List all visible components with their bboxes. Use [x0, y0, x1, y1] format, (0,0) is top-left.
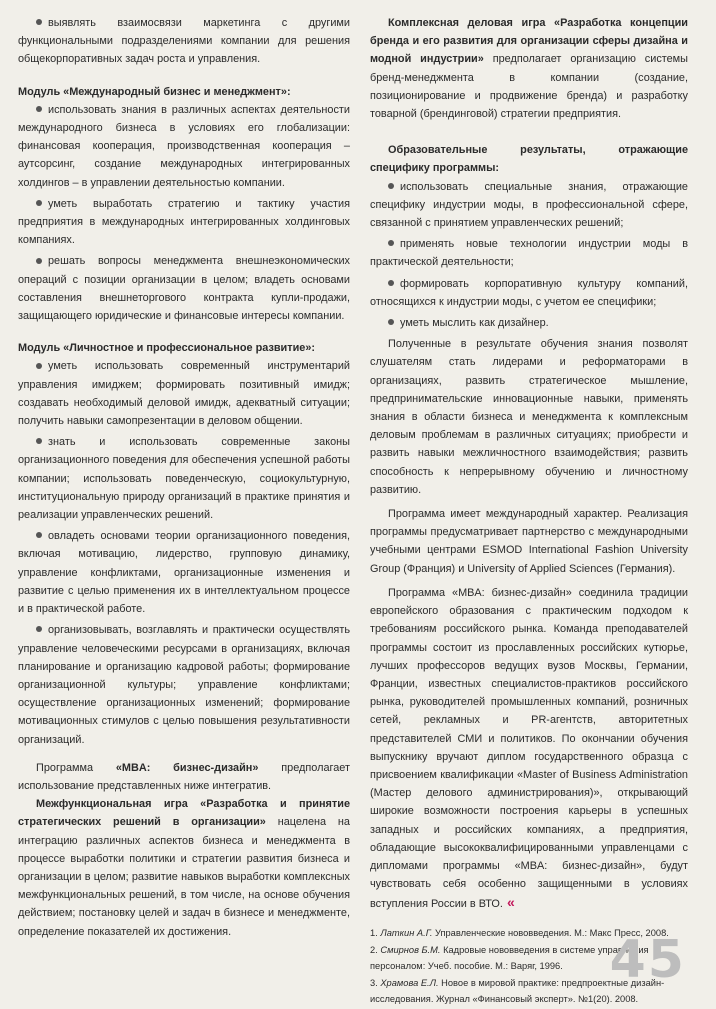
game2-paragraph: Комплексная деловая игра «Разработка концепции бренда и его развития для организации сферы дизайна и модной индустрии» предполагает организацию системы бренд-менеджмента в компании (создание, позиционирование и продвижение бренда) и разработку товарной (брендинговой) стратегии предприятия.: [370, 17, 688, 121]
bullet-icon: [388, 319, 394, 325]
list-item: уметь мыслить как дизайнер.: [370, 314, 688, 332]
intro-bullet-list: [18, 14, 350, 69]
bullet-icon: [36, 626, 42, 632]
end-mark-icon: «: [506, 894, 515, 911]
list-item: формировать корпоративную культуру компаний, относящихся к индустрии моды, с учетом ее специфики;: [370, 277, 688, 308]
list-item: решать вопросы менеджмента внешнеэкономических операций с позиции организации в целом; владеть основами составления внешнеторгового контракта купли-продажи, защищающего юридические и финансовые интересы компании.: [18, 255, 350, 323]
list-item: использовать специальные знания, отражающие специфику индустрии моды, в профессиональной сфере, связанной с принятием управленческих решений;: [370, 180, 688, 230]
bullet-icon: [36, 19, 42, 25]
bullet-icon: [36, 438, 42, 444]
module-title: Модуль «Международный бизнес и менеджмент»:: [18, 85, 291, 98]
results-paragraph: Полученные в результате обучения знания позволят слушателям стать лидерами и реформаторами в организациях, развить стратегическое мышление, предпринимательские инновационные навыки, применять знания в области бизнеса и менеджмента к комплексным деловым проблемам в различных ситуациях; приобрести и развить навыки межличностного взаимодействия; развить способность к непрерывному обучению и личностному развитию.: [370, 338, 688, 496]
bullet-icon: [36, 106, 42, 112]
module1-bullets: [18, 101, 350, 325]
module-title: Модуль «Личностное и профессиональное развитие»:: [18, 342, 316, 355]
bullet-icon: [36, 258, 42, 264]
left-column: [18, 14, 350, 941]
reference-item: 2. Смирнов Б.М. Кадровые нововведения в системе управления персоналом: Учеб. пособие. М.: Варяг, 1996.: [370, 945, 649, 971]
reference-item: 3. Храмова Е.Л. Новое в мировой практике: предпроектные дизайн-исследования. Журнал «Финансовый эксперт». №1(20). 2008.: [370, 978, 665, 1004]
bullet-icon: [36, 532, 42, 538]
list-item: уметь использовать современный инструментарий управления имиджем; формировать позитивный имидж; создавать необходимый деловой имидж, адекватный ситуации; получить навыки самопрезентации в деловом общении.: [18, 360, 350, 428]
module2-bullets: [18, 357, 350, 748]
bullet-icon: [36, 200, 42, 206]
right-column: [370, 14, 688, 1009]
program-summary-paragraph: Программа «MBA: бизнес-дизайн» соединила традиции европейского образования с практическим подходом к требованиям российского рынка. Команда преподавателей программы состоит из прославленных российских кутюрье, лучших профессоров ведущих вузов Москвы, Германии, Франции, известных специалистов-практиков российского рынка, руководителей промышленных компаний, розничных сетей, рекламных и PR-агентств, авторитетных представителей СМИ и политиков. По окончании обучения выпускнику вручают диплом государственного образца с присвоением квалификации «Master of Business Administration (Мастер делового администрирования)», открывающий широкие возможности построения карьеры в успешных западных и российских компаниях, а предприятия, обладающие высококвалифицированными управленцами с дипломами программы «MBA: бизнес-дизайн», будут чувствовать себя особенно защищенными в условиях вступления России в ВТО. «: [370, 586, 688, 911]
bullet-icon: [36, 363, 42, 369]
list-item: выявлять взаимосвязи маркетинга с другими функциональными подразделениями компании для решения общекорпоративных задач роста и управления.: [18, 17, 350, 66]
page-number: 45: [609, 930, 686, 990]
list-item: овладеть основами теории организационного поведения, включая мотивацию, лидерство, групповую динамику, управление конфликтами, организационные изменения и развитие с целью применения их в интеллектуальном процессе и в практической работе.: [18, 530, 350, 616]
program-paragraph: Программа «MBA: бизнес-дизайн» предполагает использование представленных ниже интегратив.: [18, 761, 350, 792]
international-paragraph: Программа имеет международный характер. Реализация программы предусматривает партнерство с международными учебными центрами ESMOD International Fashion University Group (Франция) и University of Applied Sciences (Германия).: [370, 508, 688, 575]
outcomes-list: [370, 178, 688, 333]
game1-paragraph: Межфункциональная игра «Разработка и принятие стратегических решений в организации» нацелена на интеграцию различных аспектов бизнеса и менеджмента в процессе выработки политики и стратегии развития бизнеса и организации в целом; развитие навыков выработки комплексных межфункциональных решений, в том числе, на основе обучения действием; постановку целей и задач в бизнесе и менеджменте, определение показателей их достижения.: [18, 798, 350, 938]
outcomes-title: Образовательные результаты, отражающие специфику программы:: [370, 144, 688, 175]
list-item: применять новые технологии индустрии моды в практической деятельности;: [370, 238, 688, 269]
reference-item: 1. Латкин А.Г. Управленческие нововведения. М.: Макс Пресс, 2008.: [370, 927, 669, 938]
list-item: использовать знания в различных аспектах деятельности международного бизнеса в условиях его глобализации: финансовая кооперация, производственная кооперация – аутсорсинг, создание международных интегрированных холдингов – в управлении деятельностью компании.: [18, 103, 350, 189]
list-item: знать и использовать современные законы организационного поведения для обеспечения успешной работы компании; использовать поведенческую, социокультурную, институциональную природу организаций в практике принятия и реализации управленческих решений.: [18, 436, 350, 522]
list-item: уметь выработать стратегию и тактику участия предприятия в международных интегрированных холдинговых компаниях.: [18, 197, 350, 247]
list-item: организовывать, возглавлять и практически осуществлять управление человеческими ресурсами в организациях, включая планирование и организацию кадровой работы; формирование организационной культуры; управление конфликтами; осуществление организационных изменений; формирование мотивационных стимулов с целью повышения результативности организаций.: [18, 624, 350, 746]
bullet-icon: [388, 183, 394, 189]
bullet-icon: [388, 280, 394, 286]
bullet-icon: [388, 240, 394, 246]
